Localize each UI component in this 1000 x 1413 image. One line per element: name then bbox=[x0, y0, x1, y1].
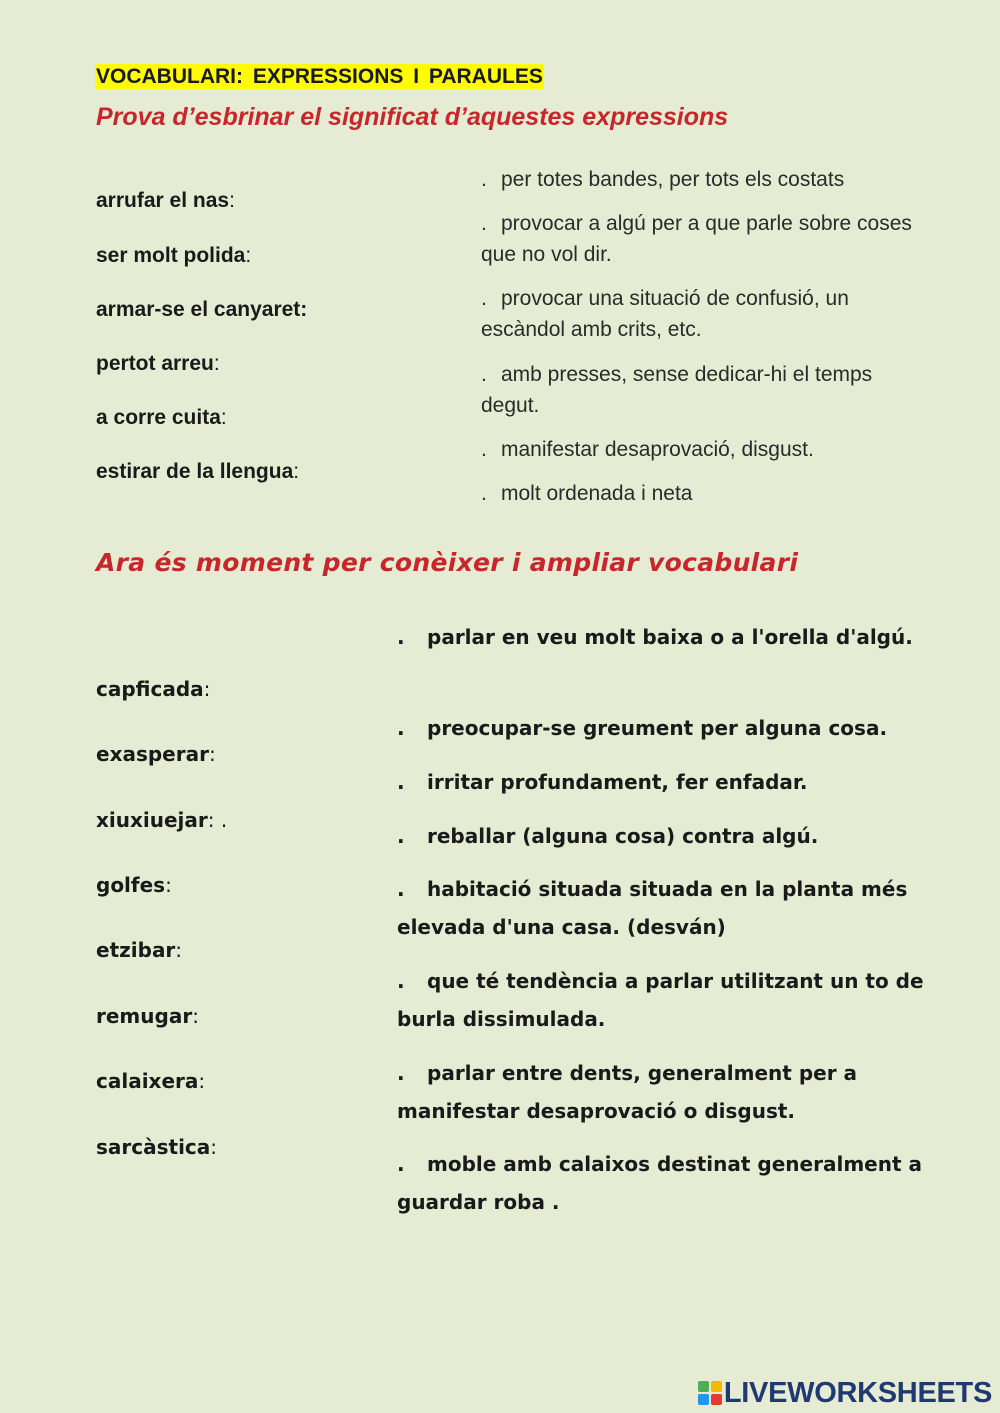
expression-term: a corre cuita: bbox=[96, 406, 227, 429]
vocabulary-definition[interactable]: . parlar en veu molt baixa o a l'orella d'algú. bbox=[397, 625, 913, 649]
instruction-heading: Prova d’esbrinar el significat d’aquestes expressions bbox=[96, 103, 729, 131]
vocabulary-definition[interactable]: . preocupar-se greument per alguna cosa. bbox=[397, 716, 888, 740]
vocabulary-term: etzibar: bbox=[96, 938, 183, 962]
vocabulary-definition[interactable]: . irritar profundament, fer enfadar. bbox=[397, 770, 808, 794]
vocabulary-definition[interactable]: . habitació situada situada en la planta més elevada d'una casa. (desván) bbox=[397, 877, 908, 939]
vocabulary-heading: Ara és moment per conèixer i ampliar vocabulari bbox=[96, 548, 799, 577]
expression-definition[interactable]: . manifestar desaprovació, disgust. bbox=[481, 438, 814, 461]
vocabulary-definition[interactable]: . parlar entre dents, generalment per a manifestar desaprovació o disgust. bbox=[397, 1061, 858, 1123]
expression-term: ser molt polida: bbox=[96, 244, 252, 267]
vocabulary-term: golfes: bbox=[96, 873, 172, 897]
vocabulary-term: exasperar: bbox=[96, 742, 216, 766]
page-title: VOCABULARI: EXPRESSIONS I PARAULES bbox=[96, 65, 543, 88]
liveworksheets-logo[interactable] bbox=[698, 1376, 992, 1410]
expression-term: estirar de la llengua: bbox=[96, 460, 300, 483]
expression-definition[interactable]: . molt ordenada i neta bbox=[481, 482, 693, 505]
expression-definition[interactable]: . amb presses, sense dedicar-hi el temps degut. bbox=[481, 363, 873, 417]
expression-term: armar-se el canyaret: bbox=[96, 298, 308, 321]
vocabulary-definition[interactable]: . que té tendència a parlar utilitzant un to de burla dissimulada. bbox=[397, 969, 924, 1031]
vocabulary-definition[interactable]: . reballar (alguna cosa) contra algú. bbox=[397, 824, 819, 848]
vocabulary-term: remugar: bbox=[96, 1004, 199, 1028]
vocabulary-term: capficada: bbox=[96, 677, 211, 701]
expression-definition[interactable]: . per totes bandes, per tots els costats bbox=[481, 168, 845, 191]
vocabulary-term: sarcàstica: bbox=[96, 1135, 218, 1159]
expression-definition[interactable]: . provocar una situació de confusió, un escàndol amb crits, etc. bbox=[481, 287, 849, 341]
vocabulary-definition[interactable]: . moble amb calaixos destinat generalment a guardar roba . bbox=[397, 1152, 922, 1214]
vocabulary-term: calaixera: bbox=[96, 1069, 206, 1093]
expression-term: arrufar el nas: bbox=[96, 189, 235, 212]
expression-term: pertot arreu: bbox=[96, 352, 220, 375]
expression-definition[interactable]: . provocar a algú per a que parle sobre coses que no vol dir. bbox=[481, 212, 912, 266]
vocabulary-term: xiuxiuejar: . bbox=[96, 808, 228, 832]
liveworksheets-logo-icon bbox=[698, 1381, 722, 1405]
logo-text: LIVEWORKSHEETS bbox=[723, 1376, 992, 1409]
